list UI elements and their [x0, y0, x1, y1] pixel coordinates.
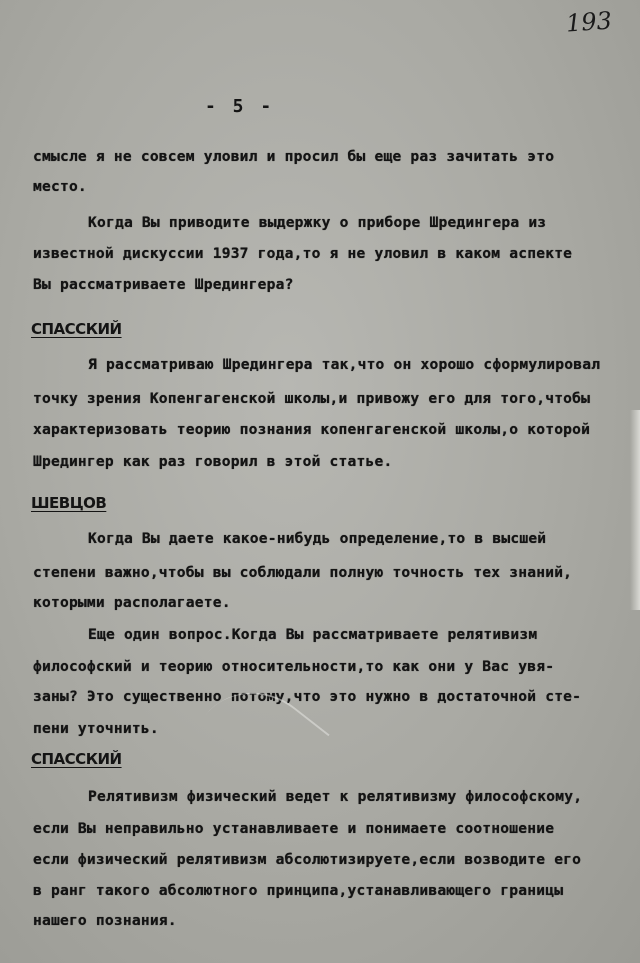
- text-line: точку зрения Копенгагенской школы,и привожу его для того,чтобы: [33, 390, 591, 407]
- text-line: Релятивизм физический ведет к релятивизму философскому,: [88, 788, 583, 805]
- text-line: пени уточнить.: [33, 720, 159, 737]
- text-line: Когда Вы приводите выдержку о приборе Шредингера из: [88, 214, 547, 231]
- text-line: философский и теорию относительности,то как они у Вас увя-: [33, 658, 555, 675]
- text-line: смысле я не совсем уловил и просил бы еще раз зачитать это: [33, 148, 555, 165]
- speaker-heading: СПАССКИЙ: [31, 320, 122, 338]
- text-line: заны? Это существенно потому,что это нужно в достаточной сте-: [33, 688, 582, 705]
- text-line: Когда Вы даете какое-нибудь определение,то в высшей: [88, 530, 547, 547]
- handwritten-folio-number: 193: [565, 6, 613, 38]
- page-number: - 5 -: [205, 96, 275, 117]
- text-line: нашего познания.: [33, 912, 177, 929]
- text-line: если Вы неправильно устанавливаете и понимаете соотношение: [33, 820, 555, 837]
- paper-edge-glare: [630, 410, 640, 610]
- text-line: место.: [33, 178, 87, 195]
- text-line: Я рассматриваю Шредингера так,что он хорошо сформулировал: [88, 356, 601, 373]
- speaker-heading: СПАССКИЙ: [31, 750, 122, 768]
- text-line: Вы рассматриваете Шредингера?: [33, 276, 294, 293]
- text-line: степени важно,чтобы вы соблюдали полную точность тех знаний,: [33, 564, 573, 581]
- text-line: если физический релятивизм абсолютизируете,если возводите его: [33, 851, 582, 868]
- text-line: Еще один вопрос.Когда Вы рассматриваете релятивизм: [88, 626, 538, 643]
- text-line: которыми располагаете.: [33, 594, 231, 611]
- text-line: известной дискуссии 1937 года,то я не уловил в каком аспекте: [33, 245, 573, 262]
- text-line: характеризовать теорию познания копенгагенской школы,о которой: [33, 421, 591, 438]
- text-line: Шредингер как раз говорил в этой статье.: [33, 453, 393, 470]
- speaker-heading: ШЕВЦОВ: [31, 494, 107, 512]
- text-line: в ранг такого абсолютного принципа,устанавливающего границы: [33, 882, 564, 899]
